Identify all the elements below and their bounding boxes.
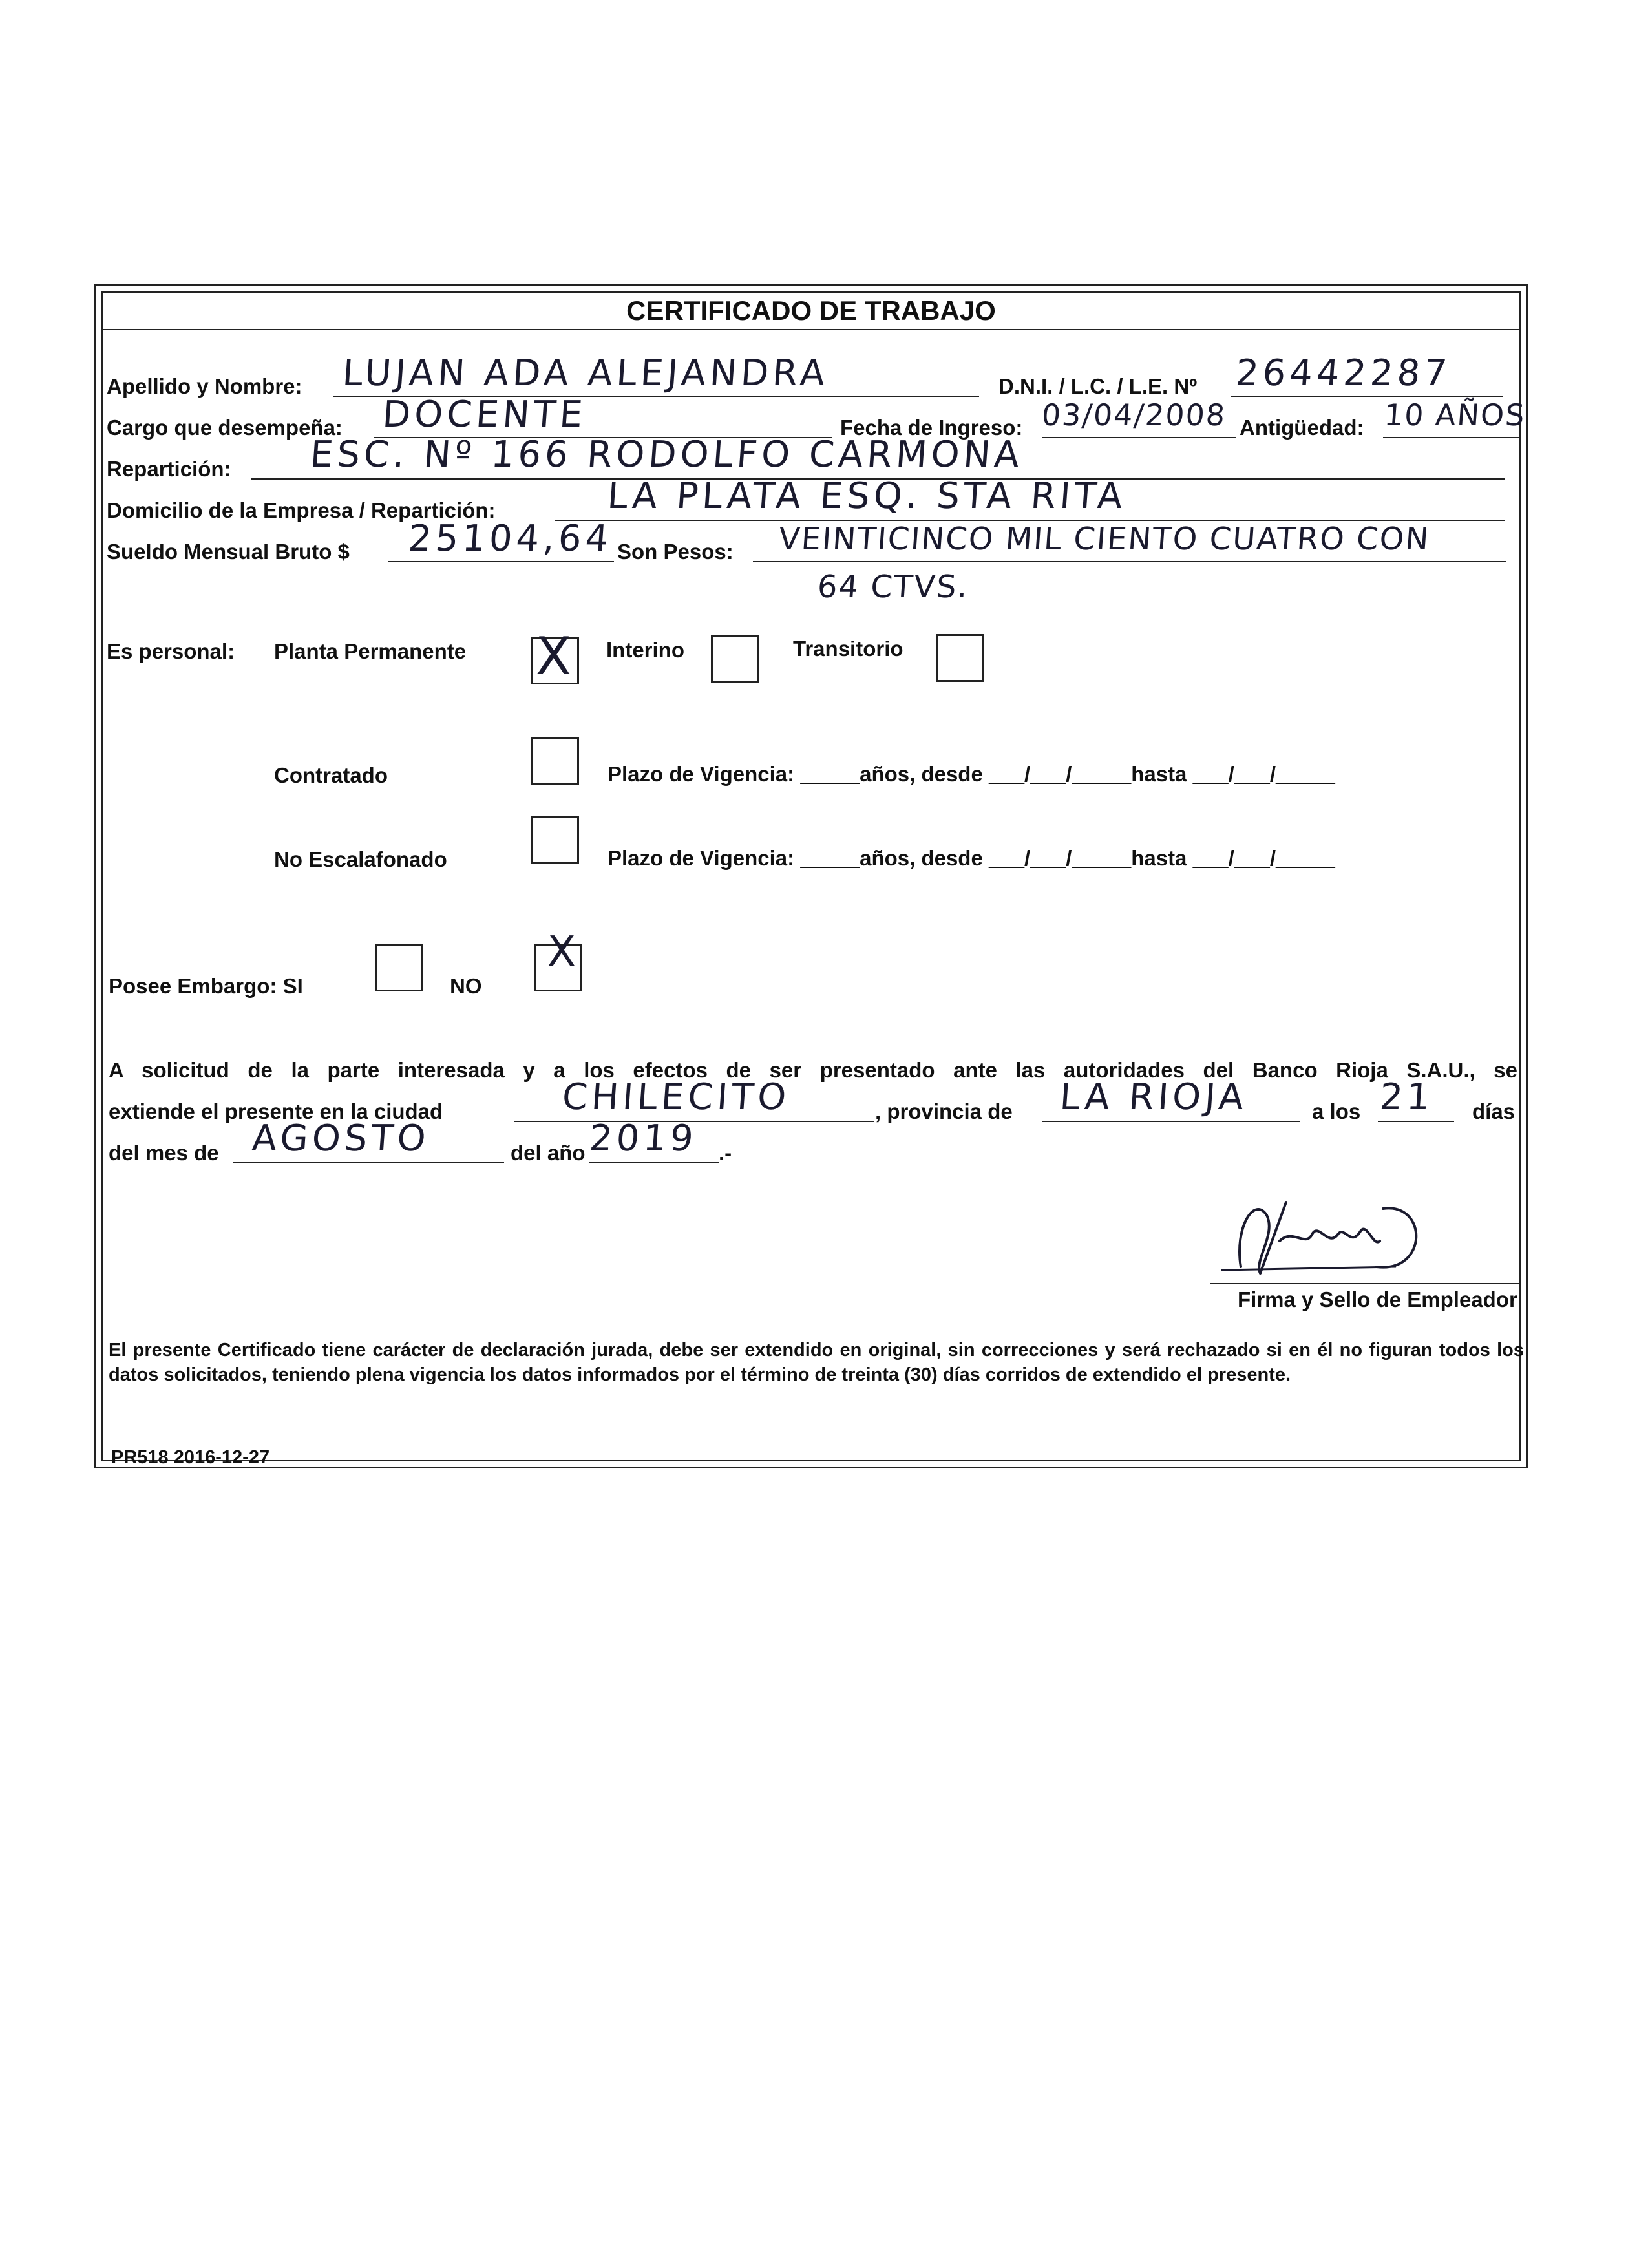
contratado-label: Contratado <box>274 763 388 787</box>
domicilio-label: Domicilio de la Empresa / Repartición: <box>107 498 496 522</box>
ingreso-line <box>1042 437 1236 438</box>
embargo-no-checkbox[interactable] <box>534 928 582 991</box>
name-label: Apellido y Nombre: <box>107 374 302 398</box>
no-escalafonado-label: No Escalafonado <box>274 847 447 871</box>
dni-label: D.N.I. / L.C. / L.E. Nº <box>998 374 1198 398</box>
anio-value[interactable]: 2019 <box>587 1118 699 1160</box>
statement-provincia-label: , provincia de <box>875 1099 1013 1123</box>
legal-footer: El presente Certificado tiene carácter de declaración jurada, debe ser extendido en original, sin correcciones y será rechazado si en él no figuran todos los datos solicitados, teniendo plena vigencia los datos informados por el término de treinta (30) días corridos de extendido el presente. <box>109 1340 1524 1385</box>
ingreso-value[interactable]: 03/04/2008 <box>1041 397 1228 432</box>
dias-value[interactable]: 21 <box>1378 1076 1435 1118</box>
pesos-value-line1[interactable]: VEINTICINCO MIL CIENTO CUATRO CON <box>777 521 1431 557</box>
antiguedad-value[interactable]: 10 AÑOS <box>1383 397 1527 432</box>
dni-value[interactable]: 26442287 <box>1234 352 1453 394</box>
statement-ciudad-label: extiende el presente en la ciudad <box>109 1099 443 1123</box>
signature-line <box>1210 1283 1520 1284</box>
embargo-label: Posee Embargo: SI <box>109 974 303 998</box>
statement-mes-label: del mes de <box>109 1141 219 1165</box>
ciudad-value[interactable]: CHILECITO <box>560 1076 792 1118</box>
name-value[interactable]: LUJAN ADA ALEJANDRA <box>341 352 830 394</box>
signature-label: Firma y Sello de Empleador <box>1238 1288 1517 1311</box>
embargo-si-checkbox[interactable] <box>375 944 423 991</box>
transitorio-label: Transitorio <box>793 637 903 661</box>
statement-dias-prefix: a los <box>1312 1099 1361 1123</box>
no-escalafonado-plazo: Plazo de Vigencia: _____años, desde ___/___/_____hasta ___/___/_____ <box>607 846 1335 870</box>
mes-value[interactable]: AGOSTO <box>250 1118 431 1160</box>
cargo-label: Cargo que desempeña: <box>107 416 343 440</box>
interino-checkbox[interactable] <box>711 635 759 683</box>
check-x-icon: X <box>547 928 576 976</box>
pesos-line <box>753 561 1506 562</box>
form-code: PR518 2016-12-27 <box>111 1447 270 1468</box>
embargo-no-label: NO <box>450 974 482 998</box>
planta-permanente-label: Planta Permanente <box>274 639 467 663</box>
cargo-value[interactable]: DOCENTE <box>381 394 588 436</box>
personal-label: Es personal: <box>107 639 235 663</box>
antiguedad-label: Antigüedad: <box>1240 416 1364 440</box>
dias-line <box>1378 1121 1454 1122</box>
sueldo-value[interactable]: 25104,64 <box>407 518 614 560</box>
mes-line <box>233 1162 504 1163</box>
planta-permanente-checkbox[interactable] <box>531 626 579 686</box>
check-x-icon: X <box>536 626 571 686</box>
contratado-checkbox[interactable] <box>531 737 579 785</box>
anio-line <box>589 1162 719 1163</box>
domicilio-value[interactable]: LA PLATA ESQ. STA RITA <box>606 475 1128 517</box>
statement-dias-suffix: días <box>1472 1099 1516 1123</box>
reparticion-label: Repartición: <box>107 457 231 481</box>
statement-line1: A solicitud de la parte interesada y a los efectos de ser presentado ante las autoridades del Banco Rioja S.A.U., se <box>109 1058 1517 1082</box>
sueldo-label: Sueldo Mensual Bruto $ <box>107 540 350 564</box>
transitorio-checkbox[interactable] <box>936 634 984 682</box>
provincia-line <box>1042 1121 1300 1122</box>
form-title: CERTIFICADO DE TRABAJO <box>103 293 1519 330</box>
antiguedad-line <box>1383 437 1519 438</box>
handwritten-signature <box>1215 1189 1435 1286</box>
provincia-value[interactable]: LA RIOJA <box>1058 1076 1249 1118</box>
statement-anio-label: del año <box>511 1141 586 1165</box>
contratado-plazo: Plazo de Vigencia: _____años, desde ___/___/_____hasta ___/___/_____ <box>607 762 1335 786</box>
ingreso-label: Fecha de Ingreso: <box>840 416 1023 440</box>
statement-end: .- <box>719 1141 732 1165</box>
reparticion-value[interactable]: ESC. Nº 166 RODOLFO CARMONA <box>308 434 1025 476</box>
interino-label: Interino <box>606 638 684 662</box>
pesos-label: Son Pesos: <box>617 540 734 564</box>
sueldo-line <box>388 561 614 562</box>
no-escalafonado-checkbox[interactable] <box>531 816 579 864</box>
pesos-value-line2[interactable]: 64 CTVS. <box>816 569 970 605</box>
